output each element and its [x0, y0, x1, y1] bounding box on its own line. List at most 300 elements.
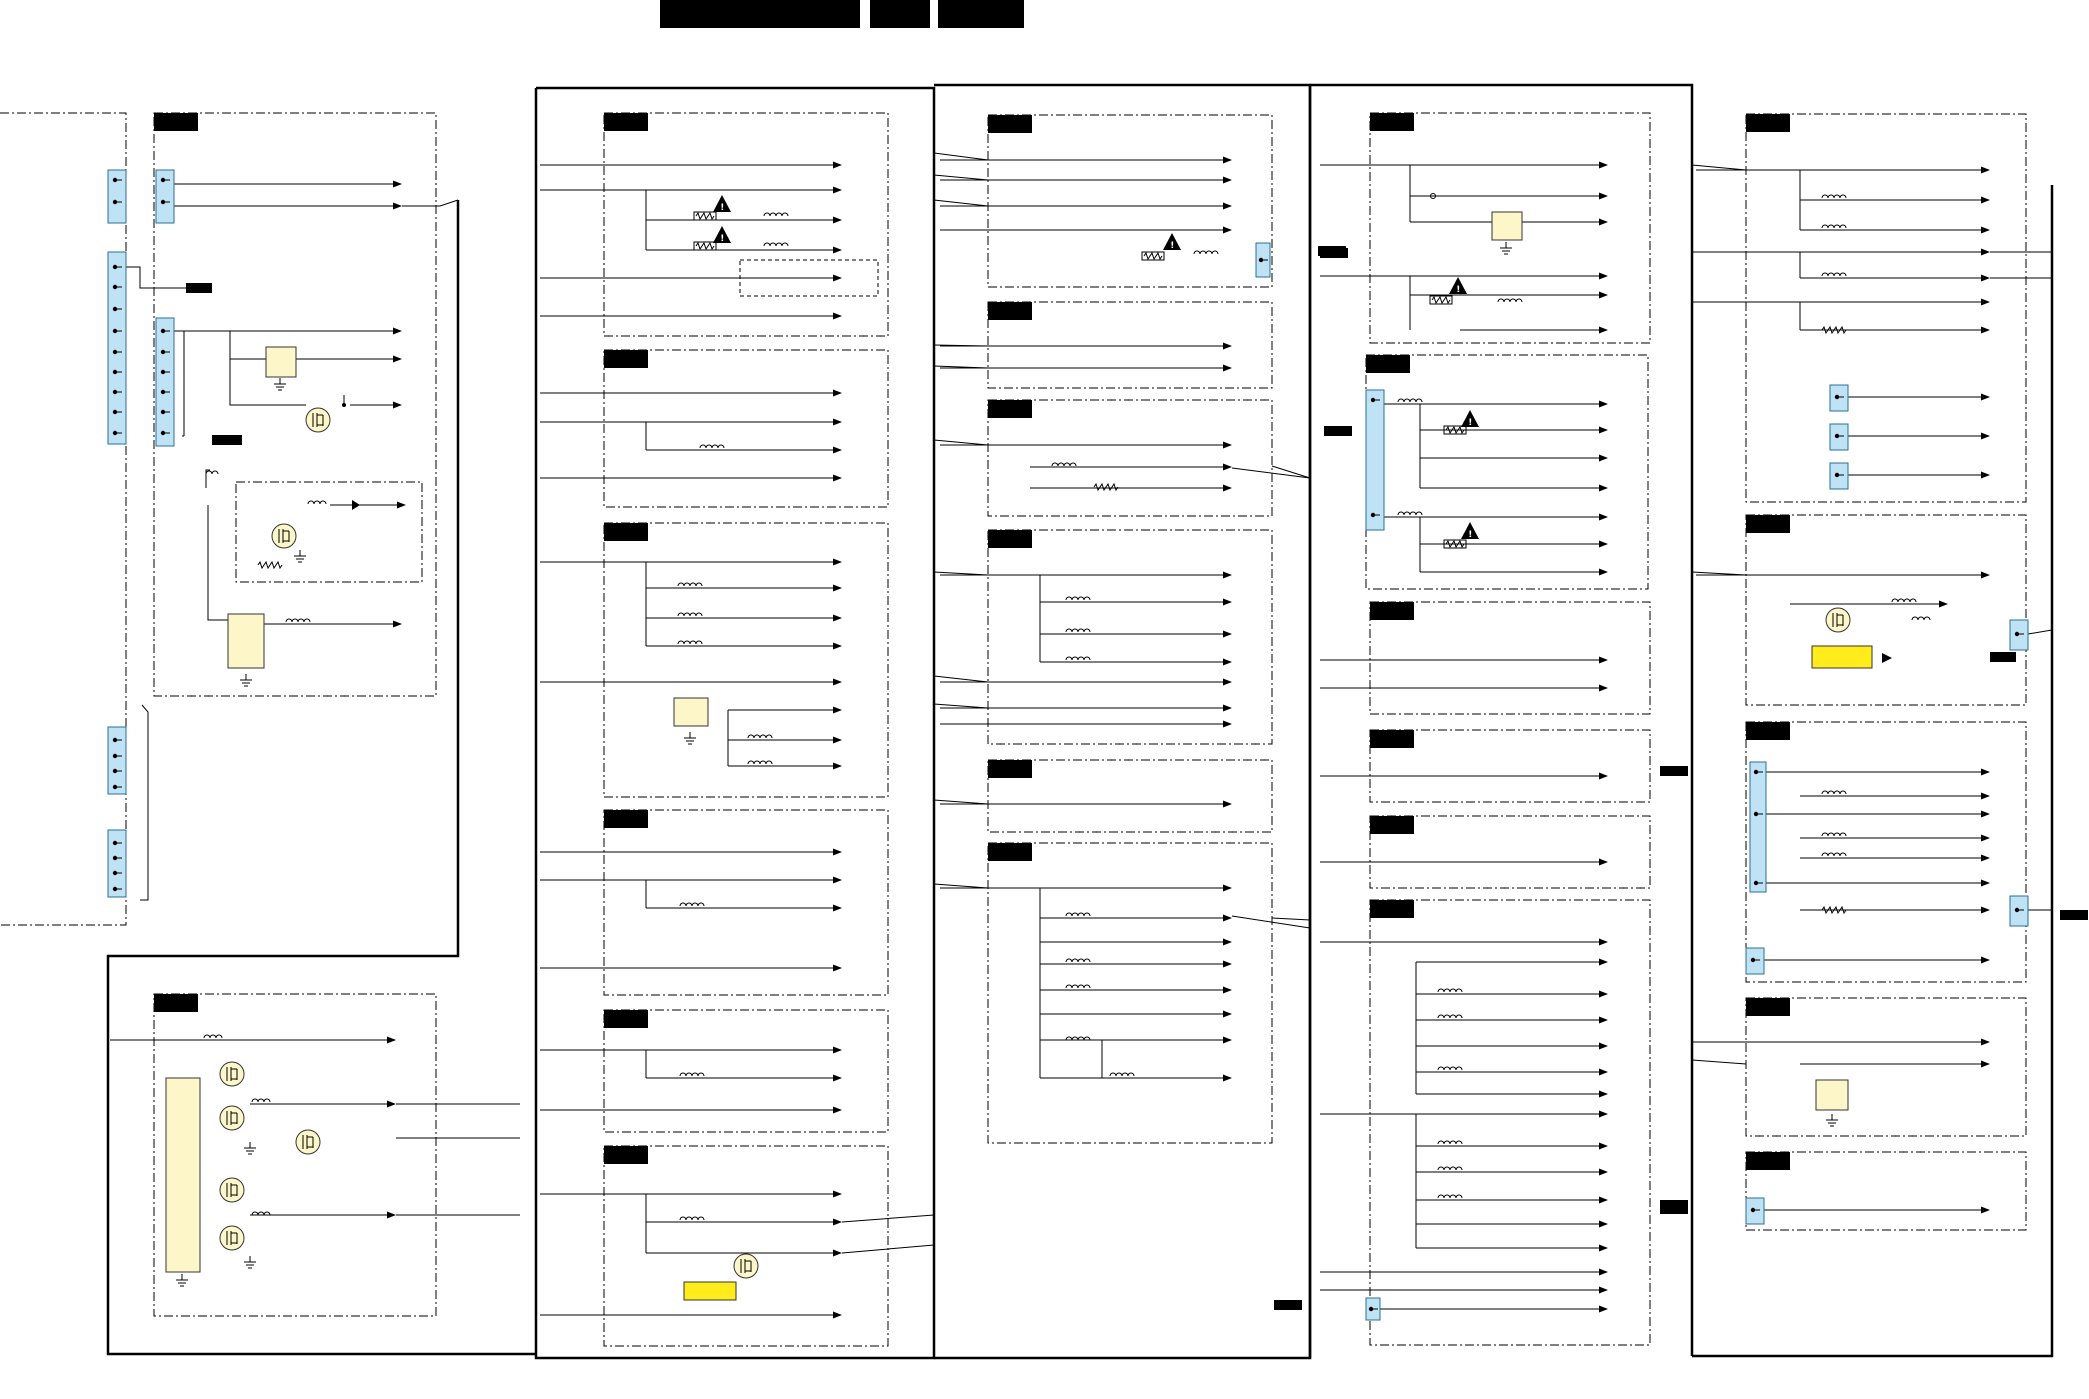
arrow-icon [1223, 659, 1232, 666]
inductor-icon [764, 243, 788, 246]
ground-icon [176, 1274, 188, 1286]
inductor-icon [764, 213, 788, 216]
ic-block [684, 1282, 736, 1300]
wire-path [934, 676, 988, 682]
mosfet-icon [1826, 608, 1850, 632]
arrow-icon [1981, 855, 1990, 862]
arrow-icon [1599, 1221, 1608, 1228]
arrow-icon [1599, 773, 1608, 780]
wire-path [1692, 165, 1746, 170]
arrow-icon [1599, 991, 1608, 998]
inductor-icon [1438, 1141, 1462, 1144]
connector-icon [2010, 896, 2028, 926]
arrow-icon [393, 328, 402, 335]
function-block [604, 350, 888, 507]
connector-icon [108, 727, 126, 794]
wire-path [934, 800, 988, 804]
arrow-icon [1599, 292, 1608, 299]
arrow-icon [1599, 685, 1608, 692]
arrow-icon [1223, 801, 1232, 808]
arrow-icon [833, 1250, 842, 1257]
inductor-icon [1822, 853, 1846, 856]
arrow-icon [1939, 601, 1948, 608]
arrow-icon [833, 559, 842, 566]
arrow-icon [1223, 203, 1232, 210]
inductor-icon [678, 613, 702, 616]
arrow-icon [1981, 811, 1990, 818]
wire-path [934, 884, 988, 888]
arrow-icon [393, 181, 402, 188]
function-block [988, 530, 1272, 744]
arrow-icon [1981, 197, 1990, 204]
arrow-icon [833, 965, 842, 972]
arrow-icon [1223, 343, 1232, 350]
inductor-icon [1066, 597, 1090, 600]
components [108, 170, 2028, 1320]
block-label-tag [1370, 113, 1414, 131]
mosfet-icon [220, 1226, 244, 1250]
inductor-icon [1438, 1167, 1462, 1170]
block-label-tag [988, 530, 1032, 548]
connector-icon [1750, 762, 1766, 892]
mosfet-icon [220, 1106, 244, 1130]
mosfet-icon [734, 1254, 758, 1278]
arrow-icon [1981, 1061, 1990, 1068]
block-label-tag [604, 1146, 648, 1164]
block-label-tag [1370, 602, 1414, 620]
arrow-icon [1981, 394, 1990, 401]
arrow-icon [1223, 442, 1232, 449]
arrow-icon [833, 763, 842, 770]
block-label-tag [1320, 248, 1348, 258]
arrow-icon [1223, 1011, 1232, 1018]
arrow-icon [1599, 859, 1608, 866]
arrow-icon [833, 187, 842, 194]
arrow-icon [1599, 1069, 1608, 1076]
block-label-tag [1660, 1200, 1688, 1210]
inductor-icon [1438, 989, 1462, 992]
wire-path [934, 704, 988, 708]
wire-path [0, 113, 126, 925]
arrow-icon [833, 313, 842, 320]
resistor-icon [696, 243, 714, 249]
inductor-icon [206, 471, 218, 474]
inductor-icon [1398, 399, 1422, 402]
arrow-icon [1981, 835, 1990, 842]
arrow-icon [833, 615, 842, 622]
block-label-tag [604, 350, 648, 368]
arrow-icon [1599, 273, 1608, 280]
block-label-tag [1370, 730, 1414, 748]
inductor-icon [1398, 512, 1422, 515]
inductor-icon [308, 501, 326, 504]
svg-text:!: ! [720, 203, 725, 213]
resistor-icon [696, 213, 714, 219]
svg-text:!: ! [720, 234, 725, 244]
connector-icon [108, 170, 126, 223]
function-block [1370, 900, 1650, 1345]
arrow-icon [1599, 401, 1608, 408]
arrow-icon [387, 1037, 396, 1044]
arrow-icon [1981, 275, 1990, 282]
arrow-icon [397, 502, 406, 509]
arrow-icon [1981, 907, 1990, 914]
wire-path [1692, 1060, 1746, 1064]
arrow-icon [1223, 679, 1232, 686]
inductor-icon [1052, 463, 1076, 466]
wire-path [934, 440, 988, 445]
block-label-tag [1746, 1152, 1790, 1170]
inductor-icon [678, 641, 702, 644]
inductor-icon [748, 761, 772, 764]
function-blocks [154, 113, 2088, 1346]
block-label-tag [1274, 1300, 1302, 1310]
connector-icon [1746, 948, 1764, 974]
arrow-icon [1599, 939, 1608, 946]
arrow-icon [1223, 157, 1232, 164]
inductor-icon [700, 445, 724, 448]
block-label-tag [1324, 426, 1352, 436]
block-label-tag [154, 113, 198, 131]
block-label-tag [186, 283, 212, 293]
block-label-tag [1370, 816, 1414, 834]
arrow-icon [1981, 299, 1990, 306]
inductor-icon [1498, 299, 1522, 302]
wire-path [934, 153, 988, 160]
arrow-icon [1599, 541, 1608, 548]
inductor-icon [1066, 629, 1090, 632]
svg-text:!: ! [1456, 285, 1461, 295]
ic-block [228, 614, 264, 668]
arrow-icon [387, 1212, 396, 1219]
inductor-icon [1066, 985, 1090, 988]
arrow-icon [833, 707, 842, 714]
function-block [604, 1146, 888, 1346]
connector-icon [1830, 424, 1848, 450]
resistor-icon [1446, 541, 1464, 547]
wire-path [140, 705, 148, 900]
block-label-tag [604, 1010, 648, 1028]
ground-icon [1500, 242, 1512, 254]
arrow-icon [393, 203, 402, 210]
resistor-icon [1446, 427, 1464, 433]
inductor-icon [1822, 225, 1846, 228]
svg-text:!: ! [1468, 530, 1473, 540]
ground-icon [274, 378, 286, 390]
block-label-tag [988, 843, 1032, 861]
wire-path [1272, 466, 1310, 478]
arrow-icon [1223, 572, 1232, 579]
arrow-icon [1981, 433, 1990, 440]
arrow-icon [1223, 705, 1232, 712]
arrow-icon [833, 679, 842, 686]
warning-triangle-icon [713, 226, 731, 244]
arrow-icon [1599, 193, 1608, 200]
arrow-icon [1223, 1075, 1232, 1082]
block-label-tag [1660, 766, 1688, 776]
ground-icon [684, 732, 696, 744]
inductor-icon [1438, 1067, 1462, 1070]
arrow-icon [1223, 885, 1232, 892]
function-block [988, 115, 1272, 287]
ic-block [674, 698, 708, 726]
arrow-icon [1599, 1111, 1608, 1118]
arrow-icon [1599, 1287, 1608, 1294]
ic-block [1816, 1080, 1848, 1110]
signal-wires [0, 85, 2052, 1358]
arrow-icon [1223, 1037, 1232, 1044]
arrow-icon [1599, 569, 1608, 576]
mosfet-icon [296, 1130, 320, 1154]
arrow-icon [387, 1101, 396, 1108]
arrow-icon [1223, 464, 1232, 471]
wire-path [2028, 630, 2052, 634]
header-tag-3 [938, 0, 1024, 28]
arrow-icon [1223, 915, 1232, 922]
arrow-icon [833, 849, 842, 856]
inductor-icon [1066, 913, 1090, 916]
arrow-icon [833, 217, 842, 224]
inductor-icon [1822, 791, 1846, 794]
inductor-icon [680, 903, 704, 906]
resistor-icon [1432, 297, 1450, 303]
function-block [1746, 515, 2026, 705]
arrow-icon [1599, 327, 1608, 334]
ic-block [1492, 212, 1522, 240]
arrow-icon [1599, 514, 1608, 521]
resistor-icon [1094, 484, 1118, 490]
ground-icon [244, 1142, 256, 1154]
inductor-icon [1066, 657, 1090, 660]
wire-path [934, 175, 988, 180]
arrow-icon [833, 1047, 842, 1054]
ground-icon [1826, 1114, 1838, 1126]
diode-icon [352, 500, 360, 510]
arrow-icon [1223, 365, 1232, 372]
inductor-icon [1822, 273, 1846, 276]
arrow-icon [1599, 657, 1608, 664]
ic-block [266, 347, 296, 377]
inductor-icon [1912, 617, 1930, 620]
warning-triangle-icon [1163, 233, 1181, 251]
arrow-icon [393, 621, 402, 628]
arrow-icon [1599, 1043, 1608, 1050]
arrow-icon [833, 447, 842, 454]
header-tag-1 [660, 0, 860, 28]
arrow-icon [833, 1075, 842, 1082]
svg-text:!: ! [1468, 418, 1473, 428]
block-label-tag [154, 994, 198, 1012]
function-block [236, 482, 422, 582]
connector-icon [1830, 463, 1848, 489]
function-block [604, 1010, 888, 1132]
arrow-icon [1223, 721, 1232, 728]
wire-path [126, 267, 186, 288]
arrow-icon [1223, 631, 1232, 638]
block-label-tag [1746, 515, 1790, 533]
mosfet-icon [220, 1062, 244, 1086]
inductor-icon [1892, 599, 1916, 602]
ic-block [1812, 646, 1872, 668]
block-label-tag [988, 760, 1032, 778]
block-label-tag [1370, 900, 1414, 918]
arrow-icon [1882, 653, 1892, 663]
block-label-tag [604, 113, 648, 131]
junction-dot [342, 403, 346, 407]
arrow-icon [1223, 599, 1232, 606]
connector-icon [1830, 385, 1848, 411]
arrow-icon [833, 419, 842, 426]
arrow-icon [1599, 1091, 1608, 1098]
arrow-icon [1981, 880, 1990, 887]
arrow-icon [1599, 1197, 1608, 1204]
arrow-icon [1599, 455, 1608, 462]
arrow-icon [833, 275, 842, 282]
inductor-icon [1194, 251, 1218, 254]
block-label-tag [604, 523, 648, 541]
arrow-icon [833, 247, 842, 254]
arrow-icon [833, 390, 842, 397]
arrow-icon [1981, 227, 1990, 234]
arrow-icon [1981, 769, 1990, 776]
arrow-icon [393, 402, 402, 409]
arrow-icon [833, 1312, 842, 1319]
block-label-tag [2060, 910, 2088, 920]
block-label-tag [1746, 114, 1790, 132]
connector-icon [2010, 620, 2028, 650]
arrow-icon [1223, 177, 1232, 184]
connector-icon [108, 252, 126, 444]
function-block [1746, 998, 2026, 1136]
arrow-icon [833, 905, 842, 912]
arrow-icon [1981, 1207, 1990, 1214]
arrow-icon [833, 737, 842, 744]
inductor-icon [1822, 833, 1846, 836]
block-label-tag [212, 435, 242, 445]
arrow-icon [833, 877, 842, 884]
function-block [1366, 355, 1648, 589]
connector-icon [108, 830, 126, 897]
arrow-icon [1599, 959, 1608, 966]
arrow-icon [1981, 167, 1990, 174]
connector-icon [156, 170, 174, 223]
arrow-icon [1599, 485, 1608, 492]
wire-path [402, 200, 458, 206]
function-block [604, 113, 888, 336]
function-block [1746, 722, 2026, 982]
connector-icon [1746, 1198, 1764, 1224]
arrow-icon [1599, 219, 1608, 226]
wire-path [1232, 468, 1310, 478]
arrow-icon [1981, 572, 1990, 579]
block-label-tag [604, 810, 648, 828]
block-label-tag [988, 302, 1032, 320]
arrow-icon [1599, 427, 1608, 434]
arrow-icon [1599, 1269, 1608, 1276]
arrow-icon [1981, 793, 1990, 800]
arrow-icon [393, 356, 402, 363]
arrow-icon [833, 162, 842, 169]
arrow-icon [1599, 1017, 1608, 1024]
arrow-icon [1223, 939, 1232, 946]
connector-icon [1366, 390, 1384, 530]
inductor-icon [252, 1099, 270, 1102]
block-label-tag [1746, 998, 1790, 1016]
inductor-icon [204, 1035, 222, 1038]
inductor-icon [678, 583, 702, 586]
arrow-icon [1981, 957, 1990, 964]
ground-icon [294, 550, 306, 562]
resistor-icon [1144, 253, 1162, 259]
wire-path [1272, 918, 1310, 920]
arrow-icon [1981, 327, 1990, 334]
arrow-icon [1981, 1039, 1990, 1046]
arrow-icon [833, 585, 842, 592]
ground-icon [244, 1256, 256, 1268]
inductor-icon [286, 619, 310, 622]
arrow-icon [833, 1191, 842, 1198]
warning-triangle-icon [1449, 277, 1467, 295]
arrow-icon [1223, 987, 1232, 994]
arrow-icon [833, 1107, 842, 1114]
inductor-icon [1066, 959, 1090, 962]
arrow-icon [833, 643, 842, 650]
arrow-icon [1223, 961, 1232, 968]
inductor-icon [680, 1073, 704, 1076]
arrow-icon [1599, 1169, 1608, 1176]
svg-text:!: ! [1170, 241, 1175, 251]
mosfet-icon [272, 524, 296, 548]
arrow-icon [1223, 485, 1232, 492]
arrow-icon [1981, 472, 1990, 479]
inductor-icon [748, 735, 772, 738]
ground-icon [240, 674, 252, 686]
mosfet-icon [306, 408, 330, 432]
wire-path [842, 1245, 934, 1253]
wire-path [934, 200, 988, 206]
wire-path [934, 85, 1310, 1358]
block-label-tag [1746, 722, 1790, 740]
resistor-icon [258, 562, 282, 568]
arrow-icon [1223, 227, 1232, 234]
connector-icon [156, 318, 174, 446]
wire-path [1232, 916, 1310, 928]
warning-triangle-icon [1461, 522, 1479, 540]
function-block [604, 810, 888, 995]
arrow-icon [1599, 162, 1608, 169]
inductor-icon [1822, 195, 1846, 198]
inductor-icon [1438, 1195, 1462, 1198]
mosfet-icon [220, 1178, 244, 1202]
arrow-icon [833, 1219, 842, 1226]
wire-path [208, 505, 228, 620]
header-tags [660, 0, 1024, 28]
warning-triangle-icon [1461, 410, 1479, 428]
inductor-icon [1110, 1073, 1134, 1076]
warning-triangle-icon [713, 195, 731, 213]
header-tag-2 [870, 0, 930, 28]
inductor-icon [680, 1217, 704, 1220]
inductor-icon [1438, 1015, 1462, 1018]
function-block [604, 523, 888, 797]
arrow-icon [1599, 1143, 1608, 1150]
arrow-icon [833, 475, 842, 482]
block-label-tag [1366, 355, 1410, 373]
ic-block [166, 1078, 200, 1272]
arrow-icon [1599, 1306, 1608, 1313]
arrow-icon [1981, 249, 1990, 256]
block-label-tag [1990, 652, 2016, 662]
